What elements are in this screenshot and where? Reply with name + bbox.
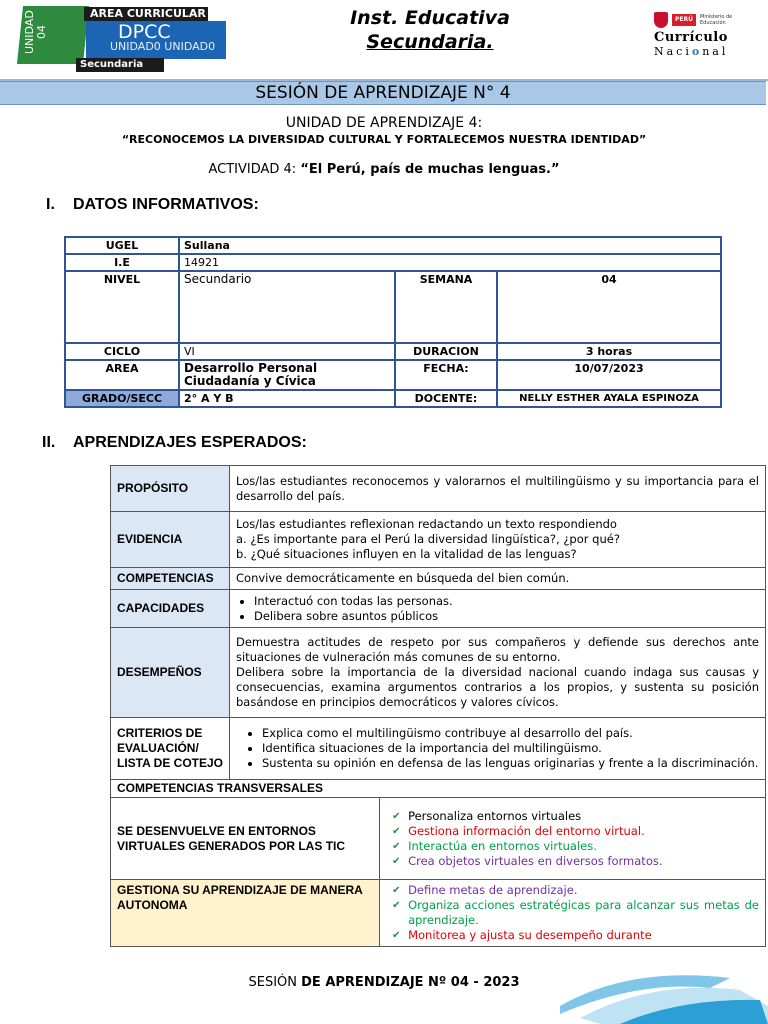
list-item: ✔ Interactúa en entornos virtuales. xyxy=(392,839,759,854)
capacidades-label: CAPACIDADES xyxy=(111,590,230,628)
logo-peru-label: PERÚ xyxy=(672,14,696,26)
table-row xyxy=(111,880,766,947)
unidad-subtitle: “RECONOCEMOS LA DIVERSIDAD CULTURAL Y FORTALECEMOS NUESTRA IDENTIDAD” xyxy=(121,133,647,146)
ie-value: 14921 xyxy=(179,254,721,271)
table-row xyxy=(65,254,721,271)
area-label: AREA xyxy=(65,360,179,390)
table-row xyxy=(111,718,766,780)
section-1-title: DATOS INFORMATIVOS: xyxy=(73,196,259,213)
tic-label: SE DESENVUELVE EN ENTORNOS VIRTUALES GENERADOS POR LAS TIC xyxy=(111,798,380,880)
institution-line-2: Secundaria. xyxy=(366,31,494,53)
desempeno-line: Demuestra actitudes de respeto por sus compañeros y defiende sus derechos ante situaciones de vulneración más comunes de su entorno. xyxy=(236,635,759,664)
ugel-label: UGEL xyxy=(65,237,179,254)
ugel-value: Sullana xyxy=(179,237,721,254)
docente-label: DOCENTE: xyxy=(395,390,497,407)
duracion-value: 3 horas xyxy=(497,343,721,360)
desempenos-value xyxy=(230,628,766,718)
unit-badge-label: UNIDAD 04 xyxy=(23,10,48,54)
list-item: ✔ Crea objetos virtuales en diversos formatos. xyxy=(392,854,759,869)
peru-shield-icon xyxy=(654,12,668,28)
criterios-value xyxy=(230,718,766,780)
nivel-label: NIVEL xyxy=(65,271,179,343)
table-row xyxy=(111,512,766,568)
semana-value: 04 xyxy=(497,271,721,343)
footer-prefix: SESIÓN xyxy=(248,975,302,990)
area-code: DPCC xyxy=(118,21,171,43)
table-row xyxy=(65,271,721,343)
table-row xyxy=(111,568,766,590)
desempenos-label: DESEMPEÑOS xyxy=(111,628,230,718)
table-row xyxy=(111,466,766,512)
nivel-value: Secundario xyxy=(179,271,395,343)
ie-label: I.E xyxy=(65,254,179,271)
ciclo-label: CICLO xyxy=(65,343,179,360)
actividad-label: ACTIVIDAD 4: xyxy=(208,162,297,177)
fecha-label: FECHA: xyxy=(395,360,497,390)
semana-label: SEMANA xyxy=(395,271,497,343)
proposito-label: PROPÓSITO xyxy=(111,466,230,512)
proposito-value: Los/las estudiantes reconocemos y valorarnos el multilingüismo y su importancia para el desarrollo del país. xyxy=(230,466,766,512)
area-value: Desarrollo Personal Ciudadanía y Cívica xyxy=(179,360,395,390)
logo-ministry-label: Ministerio de Educación xyxy=(700,14,733,26)
gestiona-value xyxy=(380,880,766,947)
grado-value: 2° A Y B xyxy=(179,390,395,407)
table-row xyxy=(111,628,766,718)
table-row xyxy=(65,360,721,390)
curriculo-nacional-logo xyxy=(654,12,766,72)
evidencia-line: b. ¿Qué situaciones influyen en la vitalidad de las lenguas? xyxy=(236,547,577,561)
area-curricular-label: AREA CURRICULAR xyxy=(84,7,208,21)
evidencia-value xyxy=(230,512,766,568)
table-row xyxy=(111,780,766,798)
table-row xyxy=(111,590,766,628)
gestiona-label: GESTIONA SU APRENDIZAJE DE MANERA AUTONOMA xyxy=(111,880,380,947)
aprendizajes-table xyxy=(110,465,766,947)
actividad-title xyxy=(0,161,768,178)
session-title: SESIÓN DE APRENDIZAJE N° 4 xyxy=(0,81,766,105)
competencias-value: Convive democráticamente en búsqueda del bien común. xyxy=(230,568,766,590)
table-row xyxy=(65,343,721,360)
capacidades-value xyxy=(230,590,766,628)
nivel-label: Secundaria xyxy=(76,58,164,72)
logo-title: Currículo xyxy=(654,30,728,45)
list-item: ✔ Monitorea y ajusta su desempeño durante xyxy=(392,928,759,943)
institution-title xyxy=(300,6,560,54)
ciclo-value: VI xyxy=(179,343,395,360)
evidencia-label: EVIDENCIA xyxy=(111,512,230,568)
institution-line-1: Inst. Educativa xyxy=(350,7,510,29)
unidad-title: UNIDAD DE APRENDIZAJE 4: xyxy=(285,115,483,131)
competencias-label: COMPETENCIAS xyxy=(111,568,230,590)
section-1-number: I. xyxy=(46,196,55,213)
footer-bold: DE APRENDIZAJE Nº 04 - 2023 xyxy=(301,975,520,990)
transversales-label: COMPETENCIAS TRANSVERSALES xyxy=(111,780,766,798)
list-item: • Identifica situaciones de la importancia del multilingüismo. xyxy=(262,741,759,756)
list-item: • Explica como el multilingüismo contribuye al desarrollo del país. xyxy=(262,726,759,741)
fecha-value: 10/07/2023 xyxy=(497,360,721,390)
criterios-label: CRITERIOS DE EVALUACIÓN/ LISTA DE COTEJO xyxy=(111,718,230,780)
unidad-line: UNIDAD0 UNIDAD0 xyxy=(110,40,216,53)
list-item: ✔ Organiza acciones estratégicas para alcanzar sus metas de aprendizaje. xyxy=(392,898,759,928)
duracion-label: DURACION xyxy=(395,343,497,360)
evidencia-line: a. ¿Es importante para el Perú la diversidad lingüística?, ¿por qué? xyxy=(236,532,620,546)
evidencia-line: Los/las estudiantes reflexionan redactando un texto respondiendo xyxy=(236,517,617,531)
docente-value: NELLY ESTHER AYALA ESPINOZA xyxy=(497,390,721,407)
list-item: ✔ Gestiona información del entorno virtual. xyxy=(392,824,759,839)
list-item: • Delibera sobre asuntos públicos xyxy=(254,609,759,624)
list-item: • Interactuó con todas las personas. xyxy=(254,594,759,609)
list-item: ✔ Define metas de aprendizaje. xyxy=(392,883,759,898)
actividad-name: “El Perú, país de muchas lenguas.” xyxy=(300,162,560,177)
section-2-title: APRENDIZAJES ESPERADOS: xyxy=(73,434,307,451)
list-item: • Sustenta su opinión en defensa de las lenguas originarias y frente a la discriminación. xyxy=(262,756,759,771)
footer-wave-decoration xyxy=(560,966,768,1024)
tic-value xyxy=(380,798,766,880)
list-item: ✔ Personaliza entornos virtuales xyxy=(392,809,759,824)
table-row xyxy=(111,798,766,880)
desempeno-line: Delibera sobre la importancia de la diversidad nacional cuando indaga sus causas y consecuencias, examina argumentos contrarios a los propios, y sustenta su posición basándose en principios democráticos y valores cívicos. xyxy=(236,665,759,709)
logo-subtitle: Nacional xyxy=(654,45,729,58)
grado-label: GRADO/SECC xyxy=(65,390,179,407)
table-row xyxy=(65,390,721,407)
table-row xyxy=(65,237,721,254)
datos-informativos-table xyxy=(64,236,722,408)
section-2-number: II. xyxy=(42,434,56,451)
